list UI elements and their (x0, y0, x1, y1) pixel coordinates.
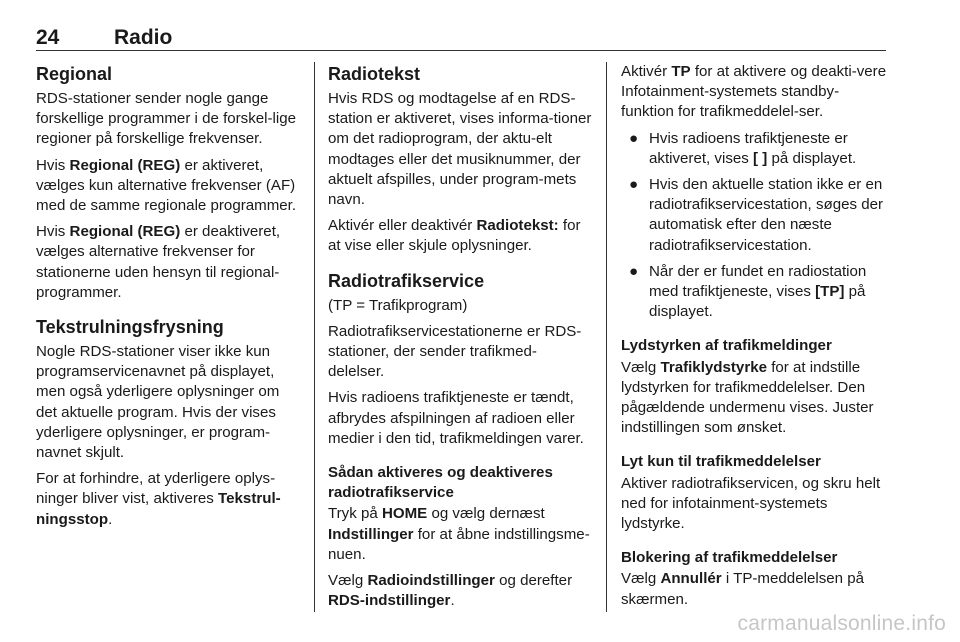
paragraph: Hvis RDS og modtagelse af en RDS-station er aktiveret, vises informa-tioner om det radioprogram, der aktu-elt modtages eller det musiknummer, der aktuelt afspilles, under program-mets navn. (328, 90, 592, 209)
paragraph: Nogle RDS-stationer viser ikke kun programservicenavnet på displayet, men også yderligere oplysninger om det aktuelle program. Hvis der vises yderligere oplysninger, er program-navnet skjult. (36, 343, 280, 462)
column-1 (36, 62, 298, 536)
paragraph: Tryk på HOME og vælg dernæst Indstillinger for at åbne indstillingsme-nuen. (328, 505, 590, 563)
bullet-icon: ● (629, 262, 639, 280)
menu-term: HOME (381, 505, 428, 523)
subheading: Lydstyrken af trafikmeldinger (621, 337, 832, 355)
page-number: 24 (36, 26, 60, 49)
menu-term: Trafiklydstyrke (660, 358, 767, 376)
bullet-item: ● Når der er fundet en radiostation med trafiktjeneste, vises [TP] på displayet. (629, 262, 867, 321)
bullet-icon: ● (629, 176, 639, 194)
column-divider (606, 62, 607, 612)
menu-term: Indstillinger (328, 525, 414, 543)
heading-tekstrulningsfrysning: Tekstrulningsfrysning (36, 317, 224, 338)
paragraph: Aktiver radiotrafikservicen, og skru helt ned for infotainment-systemets lydstyrke. (621, 474, 881, 533)
menu-term: [ ] (753, 149, 768, 167)
menu-term: Annullér (660, 570, 722, 588)
paragraph: Radiotrafikservicestationerne er RDS-stationer, der sender trafikmed-delelser. (328, 322, 582, 381)
header-rule (36, 50, 886, 51)
subheading: Blokering af trafikmeddelelser (621, 549, 838, 567)
paragraph: Hvis Regional (REG) er aktiveret, vælges kun alternative frekvenser (AF) med de samme regionale programmer. (36, 156, 297, 215)
menu-term: RDS-indstillinger (328, 592, 451, 610)
menu-term: TP (671, 63, 691, 80)
column-2 (328, 62, 592, 617)
paragraph: Vælg Radioindstillinger og derefter RDS-indstillinger. (328, 572, 573, 610)
subheading: Lyt kun til trafikmeddelelser (621, 453, 821, 471)
paragraph: Aktivér eller deaktivér Radiotekst: for at vise eller skjule oplysninger. (328, 217, 581, 255)
heading-regional: Regional (36, 64, 113, 84)
paragraph: Vælg Trafiklydstyrke for at indstille lydstyrken for trafikmeddelelser. Den pågældende undermenu vises. Juster indstillingen som ønsket. (621, 358, 874, 437)
paragraph: (TP = Trafikprogram) (328, 296, 468, 314)
paragraph: Aktivér TP for at aktivere og deakti-vere Infotainment-systemets standby-funktion for trafikmeddelel-ser. (621, 63, 887, 121)
bullet-icon: ● (629, 129, 639, 147)
menu-term: Regional (REG) (69, 156, 181, 174)
menu-term: [TP] (815, 283, 845, 301)
menu-term: Regional (REG) (69, 223, 181, 241)
bullet-item: ● Hvis den aktuelle station ikke er en radiotrafikservicestation, søges der automatisk efter den næste radiotrafikservicestation. (629, 176, 884, 254)
column-divider (314, 62, 315, 612)
bullet-item: ● Hvis radioens trafiktjeneste er aktiveret, vises [ ] på displayet. (629, 129, 857, 167)
column-3 (621, 62, 887, 616)
heading-radiotekst: Radiotekst (328, 64, 421, 84)
paragraph: Hvis Regional (REG) er deaktiveret, vælges alternative frekvenser for stationerne uden hensyn til regional-programmer. (36, 223, 281, 301)
paragraph: Vælg Annullér i TP-meddelelsen på skærmen. (621, 570, 865, 608)
subheading: Sådan aktiveres og deaktiveres radiotrafikservice (328, 464, 553, 502)
paragraph: For at forhindre, at yderligere oplys-ninger bliver vist, aktiveres Tekstrul-ningsstop. (36, 470, 281, 528)
menu-term: Tekstrul-ningsstop (36, 490, 281, 528)
menu-term: Radiotekst: (476, 217, 559, 235)
paragraph: Hvis radioens trafiktjeneste er tændt, afbrydes afspilningen af radioen eller medier i den tid, trafikmeldingen varer. (328, 389, 584, 447)
watermark: carmanualsonline.info (737, 612, 946, 635)
page-header (36, 26, 886, 48)
section-title: Radio (114, 26, 173, 49)
paragraph: RDS-stationer sender nogle gange forskellige programmer i de forskel-lige regioner på forskellige frekvenser. (36, 90, 297, 148)
menu-term: Radioindstillinger (367, 572, 495, 590)
heading-radiotrafikservice: Radiotrafikservice (328, 270, 485, 291)
